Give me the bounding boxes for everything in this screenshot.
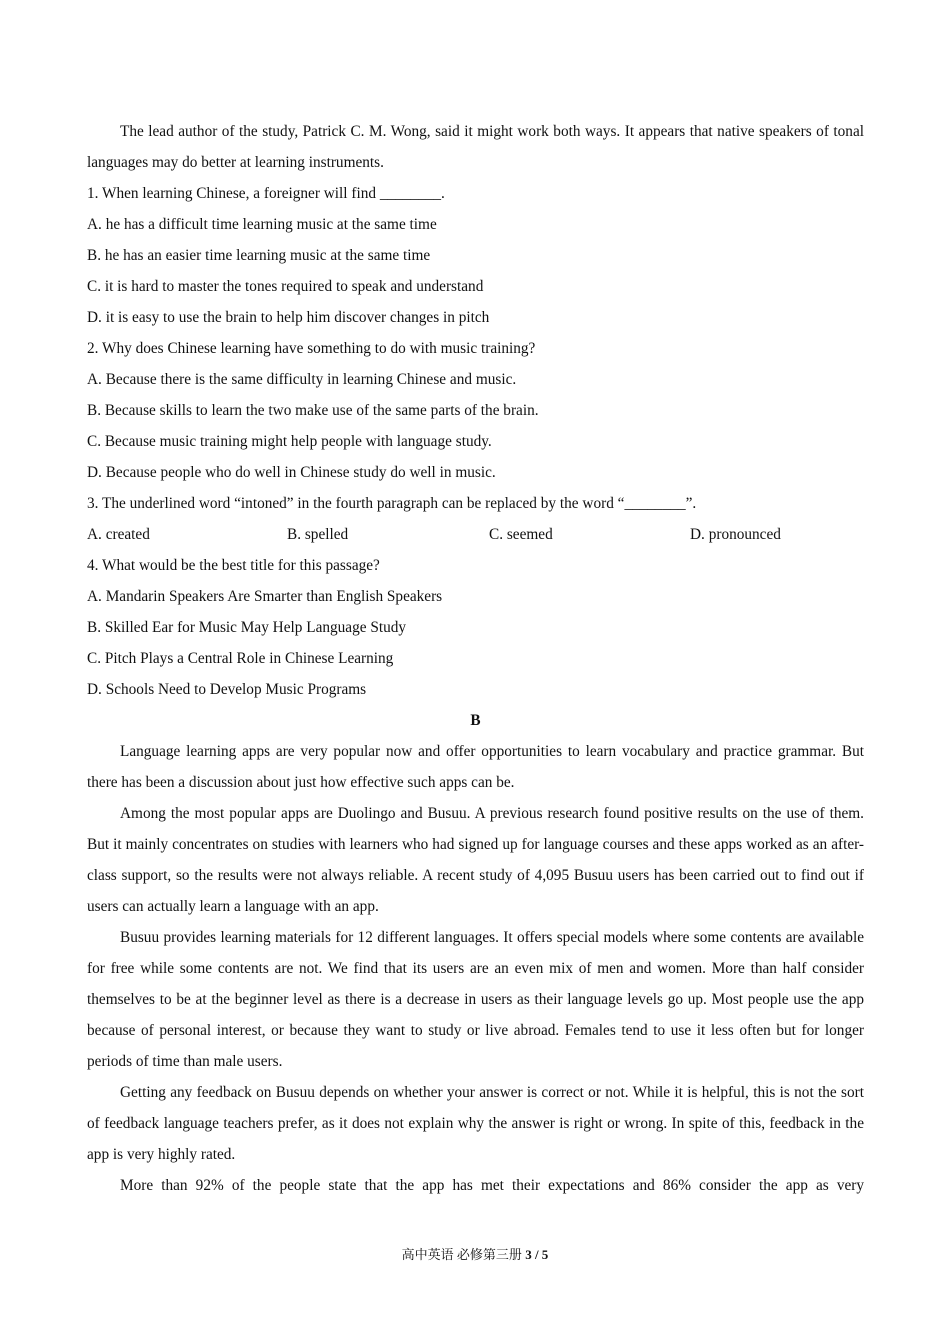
question-4-stem: 4. What would be the best title for this passage? bbox=[87, 557, 380, 574]
page-footer bbox=[0, 1245, 950, 1265]
section-b-paragraph-5: More than 92% of the people state that the app has met their expectations and 86% consider the app as very bbox=[120, 1177, 864, 1194]
question-4-option-c: C. Pitch Plays a Central Role in Chinese Learning bbox=[87, 650, 394, 667]
question-3-option-c: C. seemed bbox=[489, 526, 553, 543]
footer-page-number: 3 / 5 bbox=[525, 1247, 549, 1262]
section-b-title: B bbox=[470, 712, 481, 729]
question-1-stem: 1. When learning Chinese, a foreigner will find ________. bbox=[87, 185, 445, 202]
question-1-option-a: A. he has a difficult time learning music at the same time bbox=[87, 216, 437, 233]
question-1-option-b: B. he has an easier time learning music at the same time bbox=[87, 247, 431, 264]
section-b-paragraph-3: Busuu provides learning materials for 12 different languages. It offers special models where some contents are available for free while some contents are not. We find that its users are an even mix of men and women. More than half consider themselves to be at the beginner level as there is a decrease in users as their language levels go up. Most people use the app because of personal interest, or because they want to study or live abroad. Females tend to use it less often but for longer periods of time than male users. bbox=[87, 929, 864, 1070]
section-b-paragraph-2: Among the most popular apps are Duolingo and Busuu. A previous research found positive results on the use of them. But it mainly concentrates on studies with learners who had signed up for language courses and these apps worked as an after-class support, so the results were not always reliable. A recent study of 4,095 Busuu users has been carried out to find out if users can actually learn a language with an app. bbox=[87, 805, 864, 915]
question-1-option-d: D. it is easy to use the brain to help him discover changes in pitch bbox=[87, 309, 490, 326]
section-b-paragraph-1: Language learning apps are very popular now and offer opportunities to learn vocabulary and practice grammar. But there has been a discussion about just how effective such apps can be. bbox=[87, 743, 864, 791]
question-2-option-a: A. Because there is the same difficulty in learning Chinese and music. bbox=[87, 371, 517, 388]
question-4-option-a: A. Mandarin Speakers Are Smarter than English Speakers bbox=[87, 588, 443, 605]
intro-paragraph: The lead author of the study, Patrick C. M. Wong, said it might work both ways. It appears that native speakers of tonal languages may do better at learning instruments. bbox=[87, 123, 864, 171]
question-4-option-b: B. Skilled Ear for Music May Help Language Study bbox=[87, 619, 407, 636]
question-4-option-d: D. Schools Need to Develop Music Programs bbox=[87, 681, 367, 698]
section-b-paragraph-4: Getting any feedback on Busuu depends on whether your answer is correct or not. While it is helpful, this is not the sort of feedback language teachers prefer, as it does not explain why the answer is right or wrong. In spite of this, feedback in the app is very highly rated. bbox=[87, 1084, 864, 1163]
question-1-option-c: C. it is hard to master the tones required to speak and understand bbox=[87, 278, 484, 295]
question-3-option-b: B. spelled bbox=[287, 526, 349, 543]
question-3-stem: 3. The underlined word “intoned” in the fourth paragraph can be replaced by the word “________”. bbox=[87, 495, 697, 512]
question-3-options bbox=[87, 519, 864, 550]
page-content bbox=[87, 116, 864, 1201]
question-2-option-b: B. Because skills to learn the two make use of the same parts of the brain. bbox=[87, 402, 539, 419]
question-2-option-c: C. Because music training might help people with language study. bbox=[87, 433, 492, 450]
question-3-option-d: D. pronounced bbox=[690, 526, 781, 543]
question-2-option-d: D. Because people who do well in Chinese study do well in music. bbox=[87, 464, 496, 481]
question-3-option-a: A. created bbox=[87, 526, 150, 543]
question-2-stem: 2. Why does Chinese learning have something to do with music training? bbox=[87, 340, 536, 357]
footer-course-title: 高中英语 必修第三册 bbox=[401, 1247, 522, 1262]
